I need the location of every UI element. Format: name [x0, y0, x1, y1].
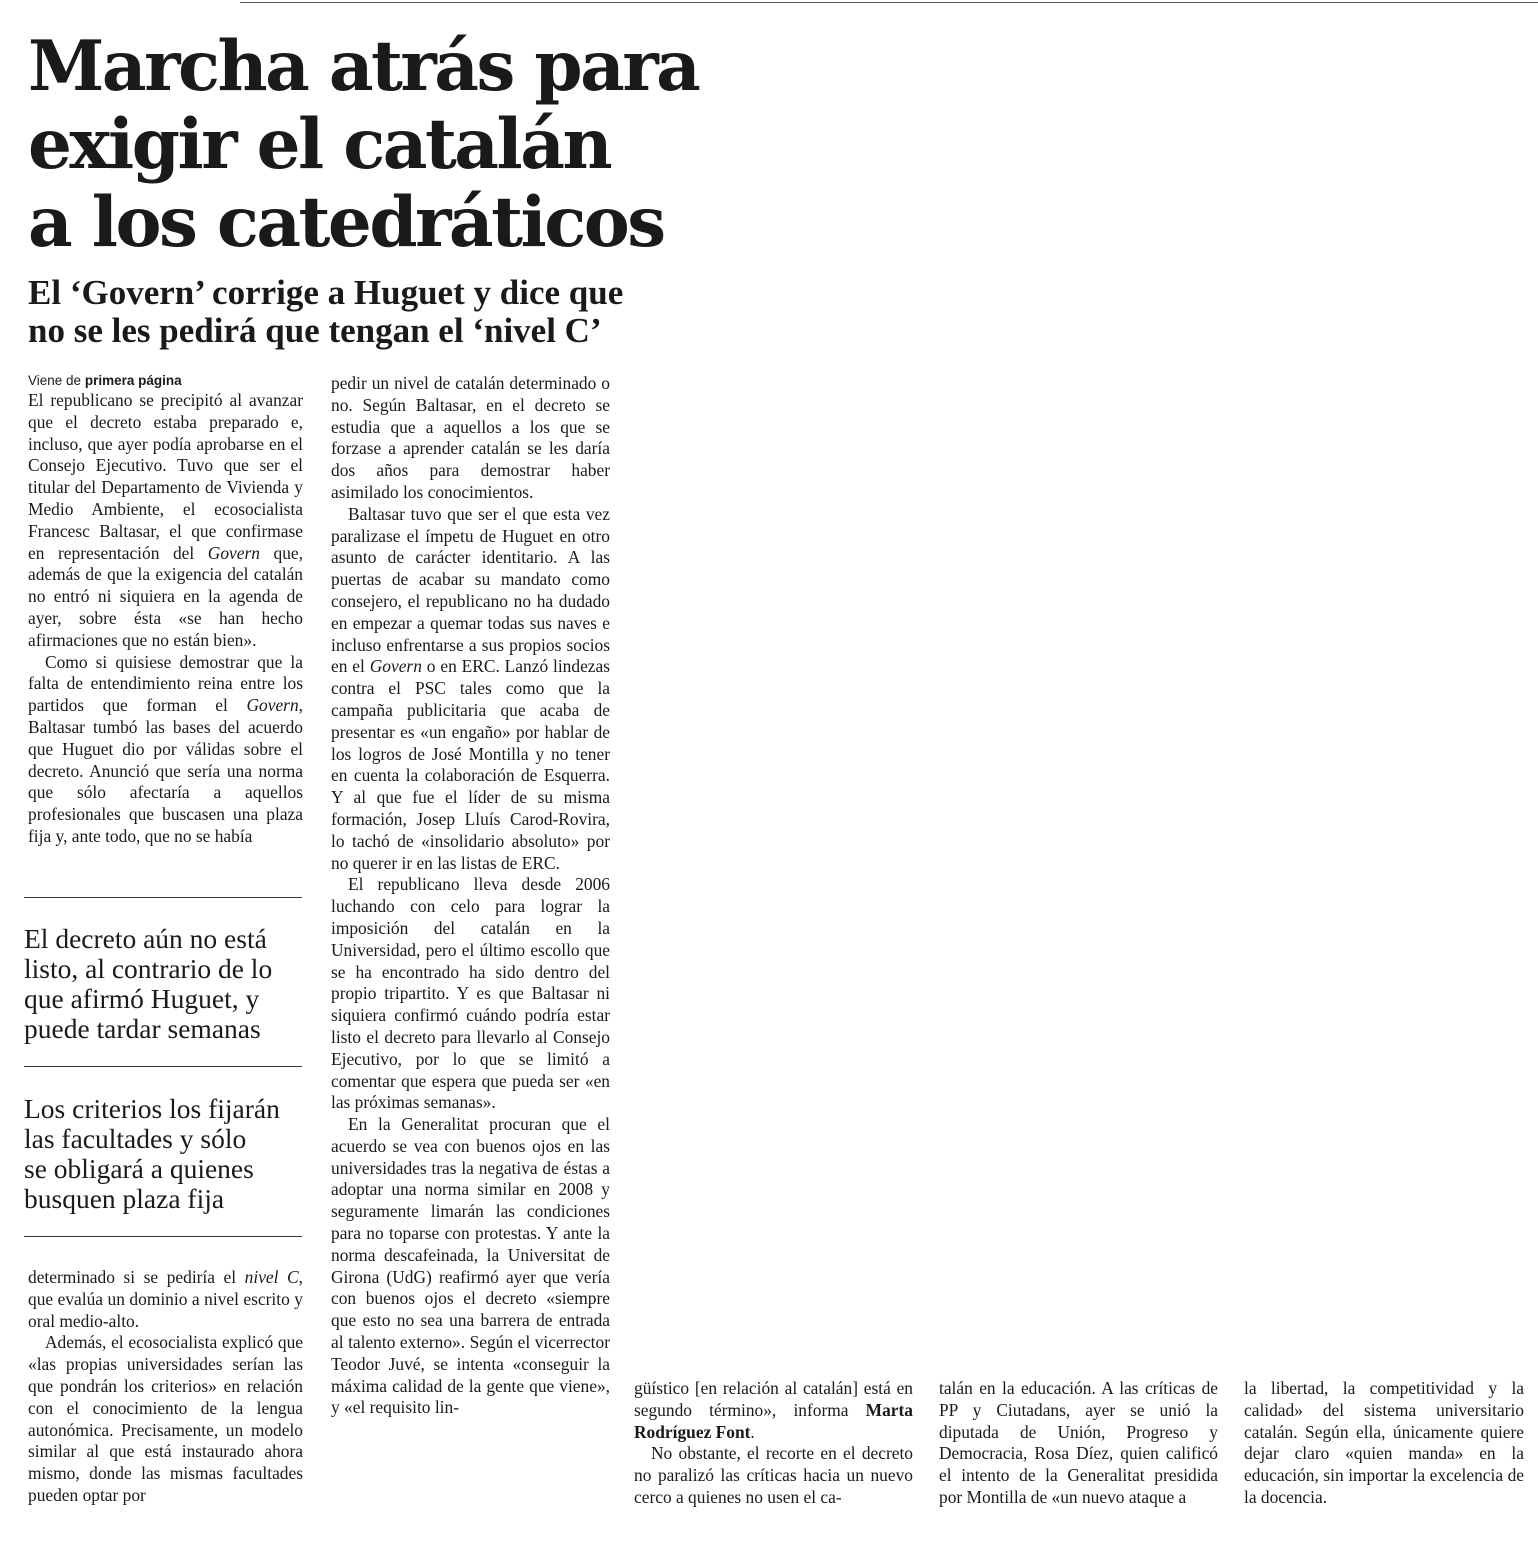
text-run-italic: nivel C	[244, 1267, 299, 1287]
pullquote-line: puede tardar semanas	[24, 1013, 261, 1044]
headline	[28, 26, 699, 263]
paragraph	[28, 390, 303, 652]
paragraph	[28, 1267, 303, 1332]
divider	[24, 1066, 302, 1067]
text-run-italic: Govern	[369, 656, 422, 677]
headline-line: exigir el catalán	[28, 104, 611, 185]
subheadline	[28, 274, 628, 350]
paragraph: En la Generalitat procuran que el acuerdo se vea con buenos ojos en las universidades tras la negativa de éstas a adoptar una norma similar en 2008 y seguramente limarán las condiciones para no toparse con protestas. Y ante la norma descafeinada, la Universitat de Girona (UdG) reafirmó ayer que vería con buenos ojos el decreto «siempre que esto no sea una barrera de entrada al talento externo». Según el vicerrector Teodor Juvé, se intenta «conseguir la máxima calidad de la gente que viene», y «el requisito lin-	[331, 1114, 610, 1418]
pullquote-line: El decreto aún no está	[24, 923, 267, 954]
subheadline-line: no se les pedirá que tengan el ‘nivel C’	[28, 311, 602, 350]
pullquote-line: las facultades y sólo	[24, 1123, 247, 1154]
paragraph: Además, el ecosocialista explicó que «las propias universidades serían las que pondrán los criterios» en relación con el conocimiento de la lengua autonómica. Precisamente, un modelo similar al que está instaurado ahora mismo, donde las mismas facultades pueden optar por	[28, 1332, 303, 1505]
text-run-italic: Govern	[246, 695, 299, 716]
text-run: , Baltasar tumbó las bases del acuerdo que Huguet dio por válidas sobre el decreto. Anunció que sería una norma que sólo afectaría a aquellos profesionales que buscasen una plaza fija y, ante todo, que no se había	[28, 695, 303, 846]
paragraph: El republicano lleva desde 2006 luchando con celo para lograr la imposición del catalán en la Universidad, pero el último escollo que se ha encontrado ha sido dentro del propio tripartito. Y es que Baltasar ni siquiera confirmó cuándo podría estar listo el decreto para llevarlo al Consejo Ejecutivo, por lo que se limitó a comentar que espera que pueda ser «en las próximas semanas».	[331, 874, 610, 1113]
byline: Marta Rodríguez Font	[634, 1399, 913, 1442]
text-run-italic: Govern	[207, 542, 260, 563]
text-run: o en ERC. Lanzó lindezas contra el PSC tales como que la campaña publicitaria que acaba de presentar es «un engaño» por hablar de los logros de José Montilla y no tener en cuenta la colaboración de Esquerra. Y al que fue el líder de su misma formación, Josep Lluís Carod-Rovira, lo tachó de «insolidario absoluto» por no querer ir en las listas de ERC.	[331, 656, 610, 873]
column-5	[1244, 1378, 1524, 1509]
paragraph	[28, 652, 303, 848]
column-1-bottom	[28, 1267, 303, 1507]
text-run: Como si quisiese demostrar que la falta de entendimiento reina entre los partidos que forman el	[28, 651, 303, 716]
text-run: Baltasar tuvo que ser el que esta vez paralizase el ímpetu de Huguet en otro asunto de carácter identitario. A las puertas de acabar su mandato como consejero, el republicano no ha dudado en empezar a quemar todas sus naves e incluso enfrentarse a sus propios socios en el	[331, 503, 610, 677]
text-run: que, además de que la exigencia del catalán no entró ni siquiera en la agenda de ayer, sobre ésta «se han hecho afirmaciones que no están bien».	[28, 542, 303, 650]
text-run: güístico [en relación al catalán] está en segundo término», informa	[634, 1378, 913, 1420]
column-3	[634, 1378, 913, 1509]
text-run: .	[750, 1421, 755, 1442]
kicker-prefix: Viene de	[28, 373, 82, 388]
paragraph: pedir un nivel de catalán determinado o no. Según Baltasar, en el decreto se estudia que a aquellos a los que se forzase a aprender catalán se les daría dos años para demostrar haber asimilado los conocimientos.	[331, 373, 610, 502]
text-run: , que evalúa un dominio a nivel escrito y oral medio-alto.	[28, 1267, 303, 1331]
pullquote-1	[24, 924, 302, 1044]
divider	[24, 1236, 302, 1237]
paragraph: talán en la educación. A las críticas de PP y Ciutadans, ayer se unió la diputada de Unión, Progreso y Democracia, Rosa Díez, quien calificó el intento de la Generalitat presidida por Montilla de «un nuevo ataque a	[939, 1378, 1218, 1507]
pullquote-line: busquen plaza fija	[24, 1183, 225, 1214]
text-run: determinado si se pediría el	[28, 1267, 245, 1287]
pullquote-line: se obligará a quienes	[24, 1153, 254, 1184]
column-4	[939, 1378, 1218, 1509]
paragraph: la libertad, la competitividad y la calidad» del sistema universitario catalán. Según ella, únicamente quiere dejar claro «quien manda» en la educación, sin importar la excelencia de la docencia.	[1244, 1378, 1524, 1507]
column-1-top	[28, 372, 303, 848]
headline-line: a los catedráticos	[28, 182, 664, 263]
pullquote-line: Los criterios los fijarán	[24, 1093, 280, 1124]
kicker-bold: primera página	[84, 373, 182, 388]
subheadline-line: El ‘Govern’ corrige a Huguet y dice que	[28, 273, 624, 312]
paragraph: No obstante, el recorte en el decreto no paralizó las críticas hacia un nuevo cerco a quienes no usen el ca-	[634, 1443, 913, 1507]
headline-line: Marcha atrás para	[28, 26, 699, 107]
paragraph	[634, 1378, 913, 1443]
column-2	[331, 373, 610, 1419]
paragraph	[331, 504, 610, 875]
pullquote-2	[24, 1094, 302, 1214]
top-rule	[240, 2, 1538, 3]
text-run: El republicano se precipitó al avanzar que el decreto estaba preparado e, incluso, que ayer podía aprobarse en el Consejo Ejecutivo. Tuvo que ser el titular del Departamento de Vivienda y Medio Ambiente, el ecosocialista Francesc Baltasar, el que confirmase en representación del	[28, 390, 303, 563]
kicker	[28, 372, 303, 390]
pullquote-line: listo, al contrario de lo	[24, 953, 273, 984]
pullquote-line: que afirmó Huguet, y	[24, 983, 260, 1014]
divider	[24, 897, 302, 898]
